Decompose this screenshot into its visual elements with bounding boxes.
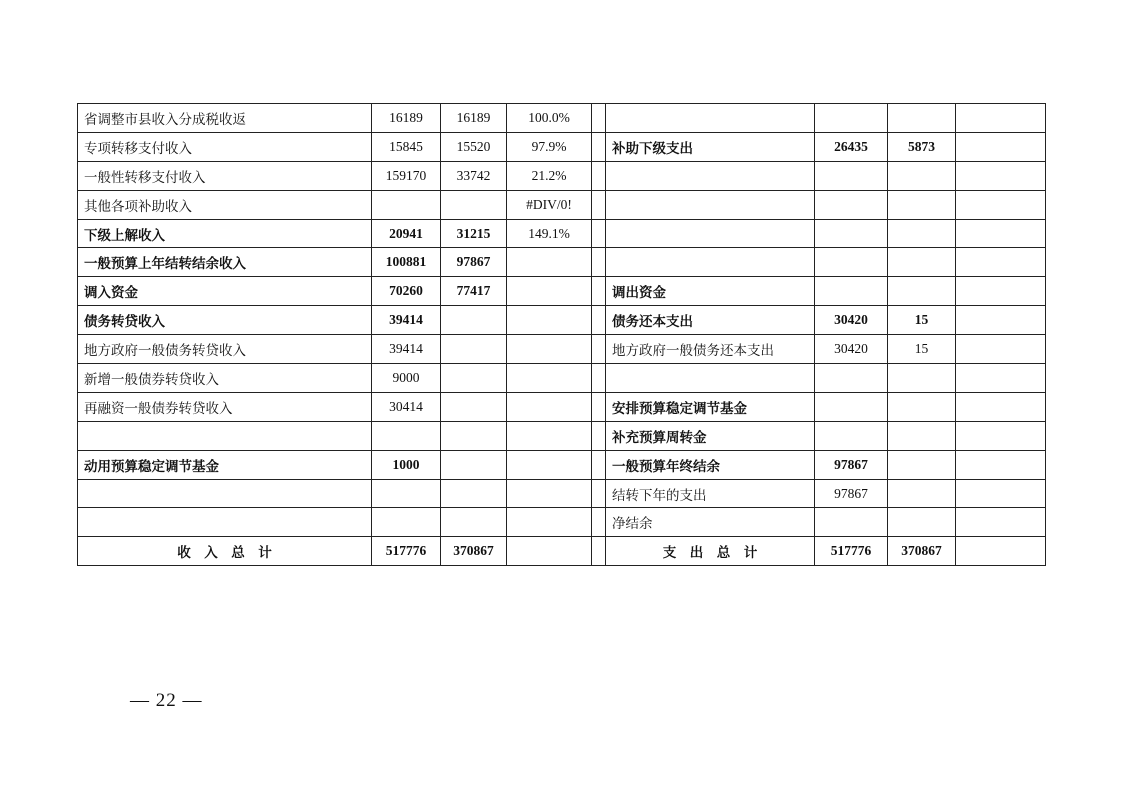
left-percent-cell [507, 537, 592, 566]
right-value-c-cell [956, 450, 1046, 479]
left-percent-cell [507, 479, 592, 508]
left-value-b-cell [441, 450, 507, 479]
right-value-b-cell [888, 421, 956, 450]
left-value-a-cell: 517776 [372, 537, 441, 566]
left-value-b-cell [441, 190, 507, 219]
gap-cell [592, 479, 606, 508]
right-label-cell: 债务还本支出 [606, 306, 815, 335]
left-label-cell: 新增一般债券转贷收入 [78, 364, 372, 393]
left-label-cell: 一般预算上年结转结余收入 [78, 248, 372, 277]
right-label-cell [606, 248, 815, 277]
table-row [78, 161, 1046, 190]
table-body [78, 104, 1046, 566]
left-label-cell: 地方政府一般债务转贷收入 [78, 335, 372, 364]
left-percent-cell [507, 392, 592, 421]
gap-cell [592, 306, 606, 335]
left-value-b-cell [441, 364, 507, 393]
right-value-b-cell: 15 [888, 335, 956, 364]
gap-cell [592, 364, 606, 393]
left-percent-cell: #DIV/0! [507, 190, 592, 219]
right-value-b-cell: 5873 [888, 132, 956, 161]
left-value-a-cell [372, 190, 441, 219]
right-value-b-cell [888, 364, 956, 393]
table-row [78, 306, 1046, 335]
right-value-a-cell [815, 277, 888, 306]
left-label-cell: 调入资金 [78, 277, 372, 306]
left-label-cell: 收 入 总 计 [78, 537, 372, 566]
left-value-a-cell [372, 508, 441, 537]
gap-cell [592, 421, 606, 450]
page-number: — 22 — [130, 690, 203, 711]
left-percent-cell: 21.2% [507, 161, 592, 190]
gap-cell [592, 335, 606, 364]
table-row [78, 537, 1046, 566]
right-value-a-cell: 30420 [815, 306, 888, 335]
left-value-b-cell [441, 392, 507, 421]
right-value-c-cell [956, 421, 1046, 450]
left-percent-cell [507, 450, 592, 479]
table-row [78, 479, 1046, 508]
left-percent-cell [507, 277, 592, 306]
gap-cell [592, 161, 606, 190]
table-row [78, 450, 1046, 479]
left-percent-cell: 100.0% [507, 104, 592, 133]
right-value-b-cell [888, 248, 956, 277]
gap-cell [592, 132, 606, 161]
left-label-cell: 动用预算稳定调节基金 [78, 450, 372, 479]
left-value-a-cell [372, 421, 441, 450]
left-label-cell: 专项转移支付收入 [78, 132, 372, 161]
table-row [78, 219, 1046, 248]
right-value-b-cell [888, 104, 956, 133]
left-percent-cell [507, 306, 592, 335]
right-value-c-cell [956, 479, 1046, 508]
left-label-cell: 再融资一般债券转贷收入 [78, 392, 372, 421]
left-percent-cell [507, 364, 592, 393]
left-value-b-cell: 77417 [441, 277, 507, 306]
right-value-a-cell: 97867 [815, 450, 888, 479]
left-percent-cell: 149.1% [507, 219, 592, 248]
left-value-a-cell: 20941 [372, 219, 441, 248]
right-label-cell [606, 219, 815, 248]
left-label-cell [78, 421, 372, 450]
left-value-b-cell: 370867 [441, 537, 507, 566]
right-value-b-cell [888, 219, 956, 248]
right-value-a-cell: 26435 [815, 132, 888, 161]
left-label-cell: 一般性转移支付收入 [78, 161, 372, 190]
gap-cell [592, 277, 606, 306]
table-row [78, 508, 1046, 537]
right-label-cell: 地方政府一般债务还本支出 [606, 335, 815, 364]
table-row [78, 421, 1046, 450]
left-value-a-cell: 70260 [372, 277, 441, 306]
left-label-cell [78, 479, 372, 508]
table-row [78, 392, 1046, 421]
left-value-a-cell: 39414 [372, 306, 441, 335]
right-value-c-cell [956, 508, 1046, 537]
right-value-b-cell [888, 161, 956, 190]
left-percent-cell [507, 248, 592, 277]
left-value-a-cell: 15845 [372, 132, 441, 161]
left-value-a-cell: 159170 [372, 161, 441, 190]
right-label-cell [606, 104, 815, 133]
right-value-b-cell [888, 450, 956, 479]
right-label-cell: 支 出 总 计 [606, 537, 815, 566]
table-row [78, 248, 1046, 277]
left-value-a-cell: 30414 [372, 392, 441, 421]
left-value-a-cell: 16189 [372, 104, 441, 133]
left-value-b-cell [441, 335, 507, 364]
right-value-c-cell [956, 392, 1046, 421]
table-row [78, 132, 1046, 161]
right-value-a-cell [815, 219, 888, 248]
right-label-cell [606, 161, 815, 190]
right-value-a-cell [815, 364, 888, 393]
right-value-c-cell [956, 537, 1046, 566]
right-value-a-cell [815, 508, 888, 537]
right-label-cell: 净结余 [606, 508, 815, 537]
right-value-c-cell [956, 306, 1046, 335]
gap-cell [592, 190, 606, 219]
left-value-b-cell: 33742 [441, 161, 507, 190]
left-label-cell: 省调整市县收入分成税收返 [78, 104, 372, 133]
left-value-b-cell: 31215 [441, 219, 507, 248]
left-label-cell: 债务转贷收入 [78, 306, 372, 335]
left-value-b-cell [441, 306, 507, 335]
right-value-a-cell: 30420 [815, 335, 888, 364]
right-label-cell [606, 190, 815, 219]
right-value-b-cell [888, 190, 956, 219]
right-value-a-cell [815, 392, 888, 421]
left-value-a-cell: 39414 [372, 335, 441, 364]
left-percent-cell [507, 421, 592, 450]
right-value-a-cell [815, 248, 888, 277]
right-value-a-cell [815, 161, 888, 190]
table-row [78, 364, 1046, 393]
right-label-cell: 一般预算年终结余 [606, 450, 815, 479]
left-label-cell: 其他各项补助收入 [78, 190, 372, 219]
table-row [78, 104, 1046, 133]
right-value-c-cell [956, 219, 1046, 248]
right-value-b-cell [888, 479, 956, 508]
left-percent-cell [507, 335, 592, 364]
left-value-b-cell: 15520 [441, 132, 507, 161]
left-value-a-cell: 9000 [372, 364, 441, 393]
right-value-c-cell [956, 248, 1046, 277]
right-label-cell: 安排预算稳定调节基金 [606, 392, 815, 421]
right-value-a-cell [815, 421, 888, 450]
right-value-b-cell [888, 277, 956, 306]
right-value-b-cell [888, 508, 956, 537]
left-percent-cell: 97.9% [507, 132, 592, 161]
right-value-c-cell [956, 190, 1046, 219]
table-row [78, 277, 1046, 306]
left-value-b-cell: 16189 [441, 104, 507, 133]
right-value-a-cell [815, 104, 888, 133]
right-label-cell [606, 364, 815, 393]
gap-cell [592, 537, 606, 566]
table-row [78, 190, 1046, 219]
left-label-cell [78, 508, 372, 537]
right-value-c-cell [956, 335, 1046, 364]
left-value-b-cell: 97867 [441, 248, 507, 277]
right-value-a-cell [815, 190, 888, 219]
right-value-a-cell: 517776 [815, 537, 888, 566]
right-label-cell: 调出资金 [606, 277, 815, 306]
gap-cell [592, 104, 606, 133]
budget-table [77, 103, 1046, 566]
gap-cell [592, 248, 606, 277]
right-value-c-cell [956, 364, 1046, 393]
right-value-c-cell [956, 277, 1046, 306]
right-value-a-cell: 97867 [815, 479, 888, 508]
right-label-cell: 补充预算周转金 [606, 421, 815, 450]
right-value-b-cell [888, 392, 956, 421]
right-value-c-cell [956, 132, 1046, 161]
right-value-c-cell [956, 161, 1046, 190]
left-value-b-cell [441, 421, 507, 450]
left-value-a-cell: 1000 [372, 450, 441, 479]
right-label-cell: 结转下年的支出 [606, 479, 815, 508]
right-value-b-cell: 370867 [888, 537, 956, 566]
gap-cell [592, 508, 606, 537]
left-value-a-cell [372, 479, 441, 508]
right-value-b-cell: 15 [888, 306, 956, 335]
gap-cell [592, 219, 606, 248]
right-value-c-cell [956, 104, 1046, 133]
left-value-b-cell [441, 479, 507, 508]
left-percent-cell [507, 508, 592, 537]
gap-cell [592, 392, 606, 421]
left-label-cell: 下级上解收入 [78, 219, 372, 248]
gap-cell [592, 450, 606, 479]
left-value-b-cell [441, 508, 507, 537]
left-value-a-cell: 100881 [372, 248, 441, 277]
table-row [78, 335, 1046, 364]
right-label-cell: 补助下级支出 [606, 132, 815, 161]
